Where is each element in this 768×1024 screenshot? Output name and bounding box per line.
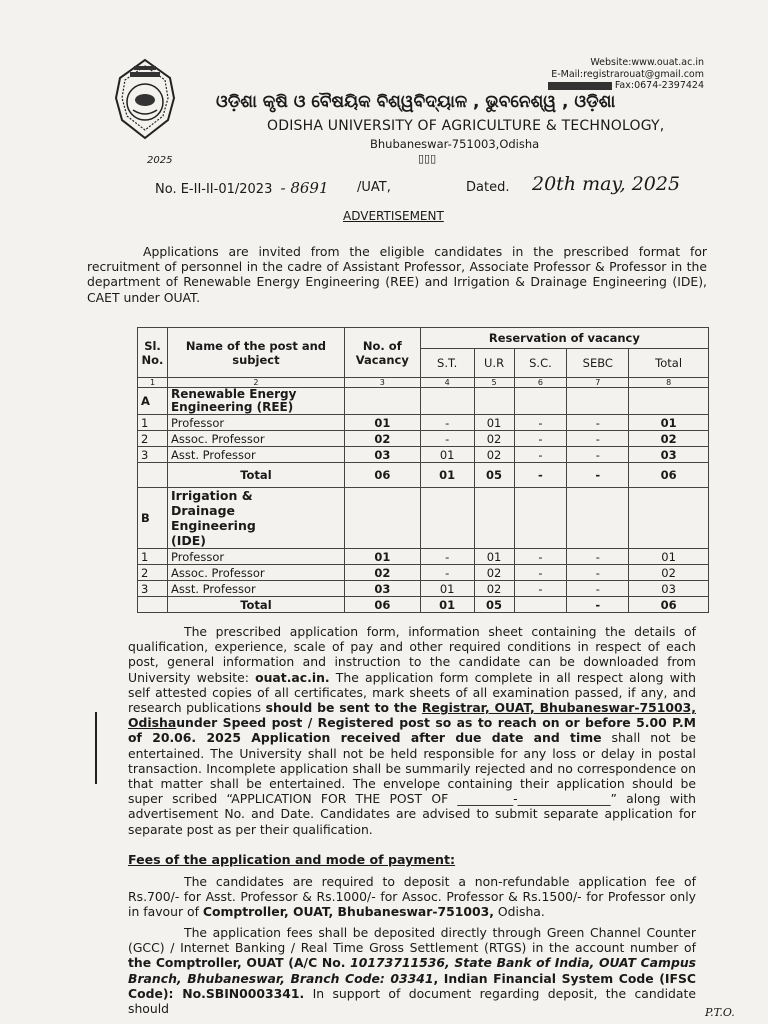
memo-uat: /UAT, xyxy=(357,180,391,195)
table-index-row xyxy=(138,378,709,388)
cell-vacancy: 03 xyxy=(344,581,420,597)
cell-sc: - xyxy=(514,431,567,447)
cell-vacancy: 03 xyxy=(344,447,420,463)
cell-vacancy: 01 xyxy=(344,415,420,431)
index-cell: 8 xyxy=(629,378,709,388)
total-sebc: - xyxy=(567,597,629,613)
table-row xyxy=(138,565,709,581)
cell-total: 01 xyxy=(629,415,709,431)
body-paragraph-1 xyxy=(128,624,696,837)
cell-sl: 1 xyxy=(138,549,168,565)
dated-label: Dated. xyxy=(466,180,510,195)
header-st: S.T. xyxy=(420,349,474,378)
p2-text-b: Odisha. xyxy=(493,904,545,920)
cell-total: 01 xyxy=(629,549,709,565)
cell-st: - xyxy=(420,431,474,447)
cell-vacancy: 02 xyxy=(344,565,420,581)
cell-ur: 01 xyxy=(474,415,514,431)
p1-text-c: shall not be entertained. The University shall not be held responsible for any loss or delay in postal transaction. Incomplete application shall be summarily rejected and no correspondence on that matter shall be entertained. The envelope containing their application should be super scribed “APPLICATION FOR THE POST OF _________-_______________” along with advertisement No. and Date. Candidates are advised to submit separate application for separate post as per their qualification. xyxy=(128,730,696,837)
cell-sebc: - xyxy=(567,565,629,581)
table-row xyxy=(138,415,709,431)
cell-post: Asst. Professor xyxy=(167,447,344,463)
memo-number xyxy=(155,179,329,197)
total-ur: 05 xyxy=(474,463,514,488)
cell-sl: 1 xyxy=(138,415,168,431)
total-ur: 05 xyxy=(474,597,514,613)
section-b-title: Irrigation & Drainage Engineering (IDE) xyxy=(167,488,344,549)
memo-number-prefix: No. E-II-II-01/2023 xyxy=(155,182,273,197)
handwritten-date: 20th may, 2025 xyxy=(532,173,681,195)
cell-post: Assoc. Professor xyxy=(167,431,344,447)
cell-total: 03 xyxy=(629,447,709,463)
header-ur: U.R xyxy=(474,349,514,378)
vacancy-table xyxy=(137,327,709,613)
university-address: Bhubaneswar-751003,Odisha xyxy=(370,137,540,151)
total-row xyxy=(138,463,709,488)
advertisement-title: ADVERTISEMENT xyxy=(343,209,444,223)
index-cell: 4 xyxy=(420,378,474,388)
email-text: E-Mail:registrarouat@gmail.com xyxy=(551,68,704,80)
fax-text: Fax:0674-2397424 xyxy=(614,80,704,91)
section-a-letter: A xyxy=(138,388,168,415)
cell-sl: 2 xyxy=(138,565,168,581)
p3-bold: the Comptroller, OUAT (A/C No. xyxy=(128,955,351,971)
p1-bold-2: under Speed post / Registered post so as to reach on or before 5.00 P.M of 20.06. 2025 Application received after due date and time xyxy=(128,715,696,746)
p1-text-b: The application form complete in all respect along with self attested copies of all certificates, mark sheets of all examination passed, if any, and research publications xyxy=(128,669,696,716)
cell-sebc: - xyxy=(567,415,629,431)
index-cell: 6 xyxy=(514,378,567,388)
total-sebc: - xyxy=(567,463,629,488)
cell-ur: 02 xyxy=(474,447,514,463)
cell-vacancy: 01 xyxy=(344,549,420,565)
body-paragraph-3 xyxy=(128,925,696,1016)
total-st: 01 xyxy=(420,463,474,488)
cell-ur: 01 xyxy=(474,549,514,565)
margin-mark xyxy=(95,712,97,784)
memo-number-handwritten: - 8691 xyxy=(280,179,329,197)
p2-bold: Comptroller, OUAT, Bhubaneswar-751003, xyxy=(202,904,494,920)
table-row xyxy=(138,581,709,597)
header-sc: S.C. xyxy=(514,349,567,378)
cell-sebc: - xyxy=(567,549,629,565)
cell-post: Professor xyxy=(167,415,344,431)
p3 xyxy=(128,925,696,1016)
scribble-strike xyxy=(548,82,612,90)
cell-total: 02 xyxy=(629,431,709,447)
section-b-row xyxy=(138,488,709,549)
cell-total: 03 xyxy=(629,581,709,597)
index-cell: 7 xyxy=(567,378,629,388)
university-name-odia: ଓଡ଼ିଶା କୃଷି ଓ ବୈଷୟିକ ବିଶ୍ୱବିଦ୍ୟାଳ , ଭୁବନେଶ୍ୱ , ଓଡ଼ିଶା xyxy=(216,92,616,112)
cell-sebc: - xyxy=(567,581,629,597)
index-cell: 5 xyxy=(474,378,514,388)
index-cell: 1 xyxy=(138,378,168,388)
small-mark: ▯▯▯ xyxy=(418,152,437,165)
website-text: Website:www.ouat.ac.in xyxy=(590,57,704,68)
cell-st: - xyxy=(420,549,474,565)
cell-sc: - xyxy=(514,549,567,565)
cell-st: - xyxy=(420,415,474,431)
cell-post: Professor xyxy=(167,549,344,565)
index-cell: 2 xyxy=(167,378,344,388)
p3-bold-italic: 10173711536, State Bank of India, OUAT Campus Branch, Bhubaneswar, Branch Code: 03341 xyxy=(128,955,697,986)
p1-bold-1: should be sent to the xyxy=(265,700,422,716)
section-a-title: Renewable Energy Engineering (REE) xyxy=(167,388,344,415)
university-logo xyxy=(108,58,182,150)
total-st: 01 xyxy=(420,597,474,613)
header-vacancy: No. of Vacancy xyxy=(344,328,420,378)
logo-year: 2025 xyxy=(147,155,173,166)
cell-ur: 02 xyxy=(474,565,514,581)
p1-text-a: The prescribed application form, information sheet containing the details of qualification, experience, scale of pay and other required conditions in respect of each post, general information and instruction to the candidate can be downloaded from University website: xyxy=(128,624,696,685)
fees-heading: Fees of the application and mode of payment: xyxy=(128,852,456,867)
p1-registrar: Registrar, OUAT, Bhubaneswar-751003, Odisha xyxy=(128,700,696,731)
cell-ur: 02 xyxy=(474,581,514,597)
cell-st: 01 xyxy=(420,447,474,463)
total-sc: - xyxy=(514,463,567,488)
p1 xyxy=(128,624,696,837)
total-label: Total xyxy=(167,597,344,613)
p2-text-a: The candidates are required to deposit a non-refundable application fee of Rs.700/- for Asst. Professor & Rs.1000/- for Assoc. Professor & Rs.1500/- for Professor only in favour of xyxy=(128,874,696,920)
body-paragraph-2 xyxy=(128,874,696,920)
cell-ur: 02 xyxy=(474,431,514,447)
cell-sc: - xyxy=(514,415,567,431)
cell-post: Asst. Professor xyxy=(167,581,344,597)
table-row xyxy=(138,447,709,463)
contact-block xyxy=(524,57,704,92)
cell-vacancy: 02 xyxy=(344,431,420,447)
p3-bold-2: , Indian Financial System Code (IFSC Code): No.SBIN0003341. xyxy=(128,970,696,1001)
ouat-emblem-icon xyxy=(108,58,182,150)
total-label: Total xyxy=(167,463,344,488)
p3-text-a: The application fees shall be deposited directly through Green Channel Counter (GCC) / Internet Banking / Real Time Gross Settlement (RTGS) in the account number of xyxy=(128,925,696,956)
total-vacancy: 06 xyxy=(344,463,420,488)
cell-sebc: - xyxy=(567,431,629,447)
intro-text: Applications are invited from the eligible candidates in the prescribed format for recruitment of personnel in the cadre of Assistant Professor, Associate Professor & Professor in the department of Renewable Energy Engineering (REE) and Irrigation & Drainage Engineering (IDE), CAET under OUAT. xyxy=(87,244,707,305)
index-cell: 3 xyxy=(344,378,420,388)
total-total: 06 xyxy=(629,597,709,613)
cell-st: - xyxy=(420,565,474,581)
p1-website: ouat.ac.in. xyxy=(255,669,330,685)
cell-sl: 3 xyxy=(138,447,168,463)
table-row xyxy=(138,549,709,565)
total-vacancy: 06 xyxy=(344,597,420,613)
header-sl: Sl. No. xyxy=(138,328,168,378)
intro-paragraph xyxy=(87,244,707,305)
header-total: Total xyxy=(629,349,709,378)
section-b-letter: B xyxy=(138,488,168,549)
header-sebc: SEBC xyxy=(567,349,629,378)
cell-sl: 3 xyxy=(138,581,168,597)
total-total: 06 xyxy=(629,463,709,488)
p2 xyxy=(128,874,696,920)
cell-post: Assoc. Professor xyxy=(167,565,344,581)
table-header-row xyxy=(138,328,709,349)
section-a-row xyxy=(138,388,709,415)
cell-sc: - xyxy=(514,581,567,597)
header-reservation: Reservation of vacancy xyxy=(420,328,708,349)
p3-text-c: In support of document regarding deposit, the candidate should xyxy=(128,985,696,1017)
cell-sc: - xyxy=(514,565,567,581)
pto-note: P.T.O. xyxy=(705,1006,735,1019)
header-post: Name of the post and subject xyxy=(167,328,344,378)
total-sc xyxy=(514,597,567,613)
cell-sebc: - xyxy=(567,447,629,463)
cell-sc: - xyxy=(514,447,567,463)
cell-total: 02 xyxy=(629,565,709,581)
university-name-english: ODISHA UNIVERSITY OF AGRICULTURE & TECHNOLOGY, xyxy=(267,118,665,134)
total-row xyxy=(138,597,709,613)
cell-st: 01 xyxy=(420,581,474,597)
cell-sl: 2 xyxy=(138,431,168,447)
table-row xyxy=(138,431,709,447)
